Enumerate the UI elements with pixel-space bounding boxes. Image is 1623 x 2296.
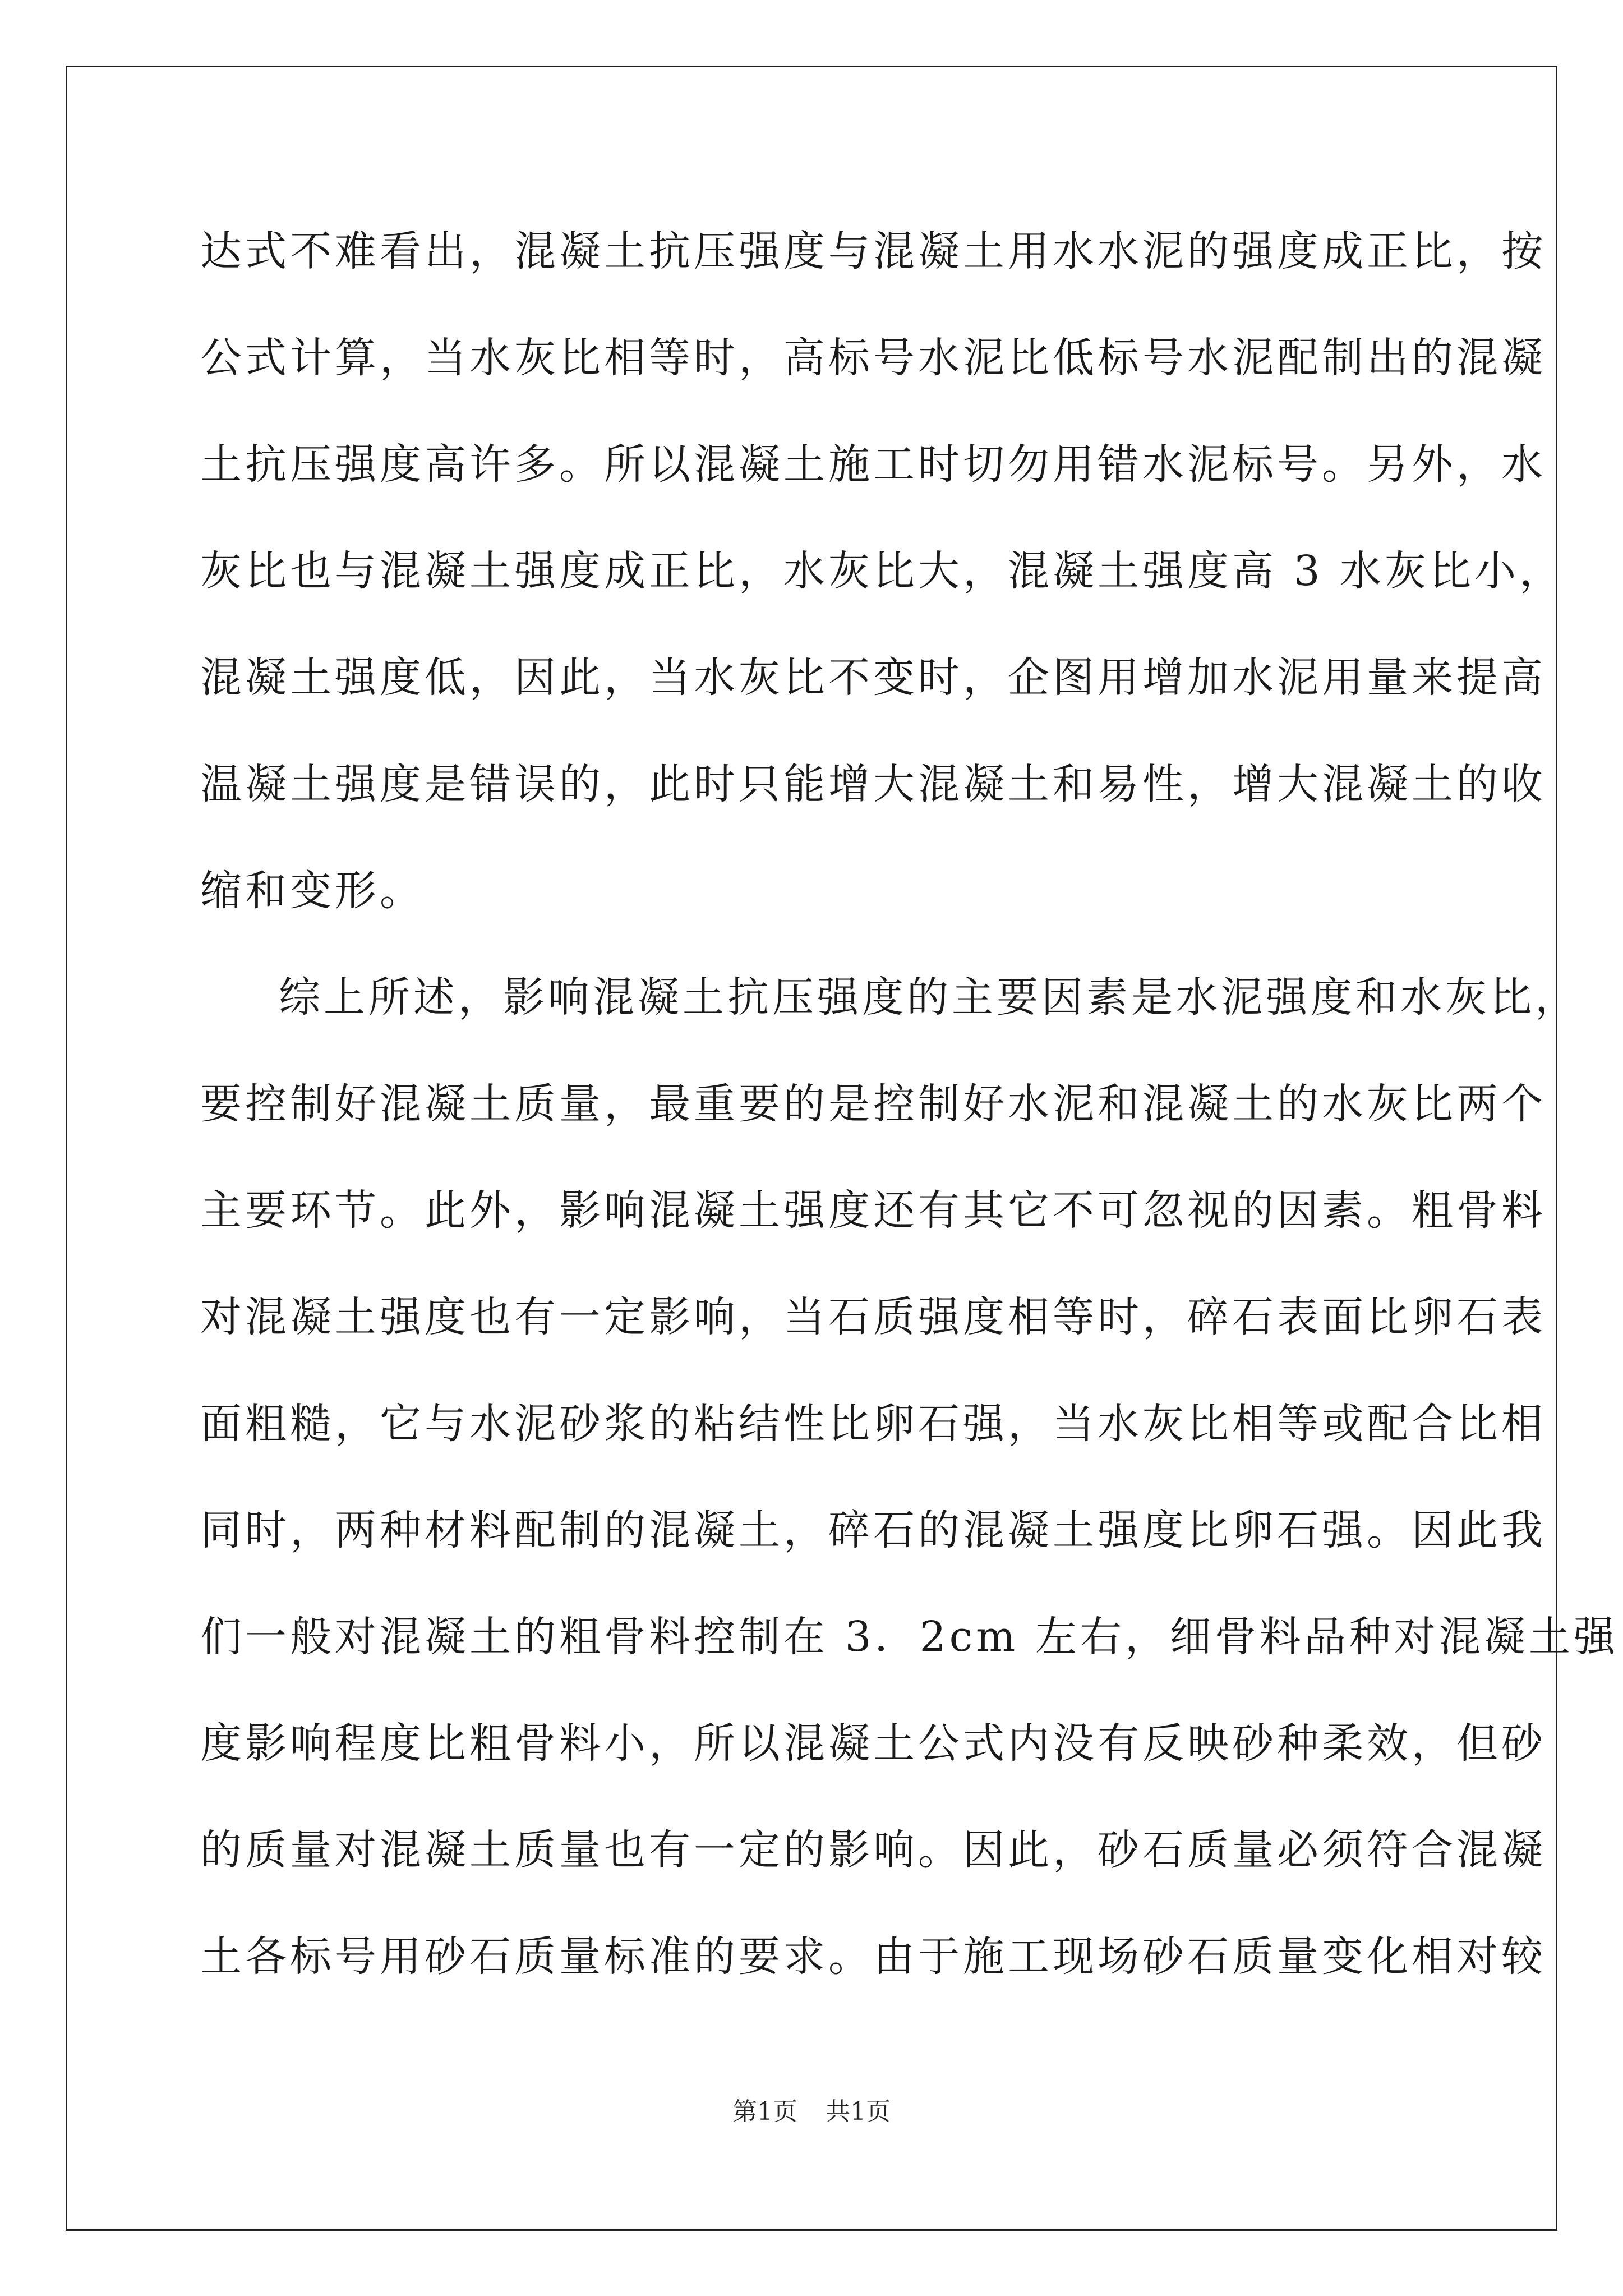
text-line: 度影响程度比粗骨料小，所以混凝土公式内没有反映砂种柔效，但砂 (200, 1719, 1546, 1768)
paragraph-start-line: 综上所述，影响混凝土抗压强度的主要因素是水泥强度和水灰比， (279, 973, 1580, 1022)
text-line: 们一般对混凝土的粗骨料控制在 3．2cm 左右，细骨料品种对混凝土强 (200, 1613, 1619, 1661)
text-line: 土各标号用砂石质量标准的要求。由于施工现场砂石质量变化相对较 (200, 1932, 1546, 1981)
document-body (200, 220, 1619, 2032)
text-line: 混凝土强度低，因此，当水灰比不变时，企图用增加水泥用量来提高 (200, 654, 1546, 702)
text-line: 达式不难看出，混凝土抗压强度与混凝土用水水泥的强度成正比，按 (200, 227, 1546, 275)
text-line: 土抗压强度高许多。所以混凝土施工时切勿用错水泥标号。另外，水 (200, 440, 1546, 489)
text-line: 主要环节。此外，影响混凝土强度还有其它不可忽视的因素。粗骨料 (200, 1186, 1546, 1235)
text-line: 对混凝土强度也有一定影响，当石质强度相等时，碎石表面比卵石表 (200, 1293, 1546, 1341)
text-line: 同时，两种材料配制的混凝土，碎石的混凝土强度比卵石强。因此我 (200, 1506, 1546, 1554)
text-line: 公式计算，当水灰比相等时，高标号水泥比低标号水泥配制出的混凝 (200, 334, 1546, 382)
page-total: 共1页 (826, 2097, 891, 2126)
text-line: 面粗糙，它与水泥砂浆的粘结性比卵石强，当水灰比相等或配合比相 (200, 1400, 1546, 1448)
page-number: 第1页 (732, 2097, 797, 2126)
paragraph-end-line: 缩和变形。 (200, 867, 425, 915)
text-line: 的质量对混凝土质量也有一定的影响。因此，砂石质量必须符合混凝 (200, 1826, 1546, 1874)
text-line: 灰比也与混凝土强度成正比，水灰比大，混凝土强度高 3 水灰比小， (200, 547, 1565, 595)
text-line: 要控制好混凝土质量，最重要的是控制好水泥和混凝土的水灰比两个 (200, 1080, 1546, 1128)
text-line: 温凝土强度是错误的，此时只能增大混凝土和易性，增大混凝土的收 (200, 760, 1546, 808)
page-footer (0, 2095, 1623, 2129)
